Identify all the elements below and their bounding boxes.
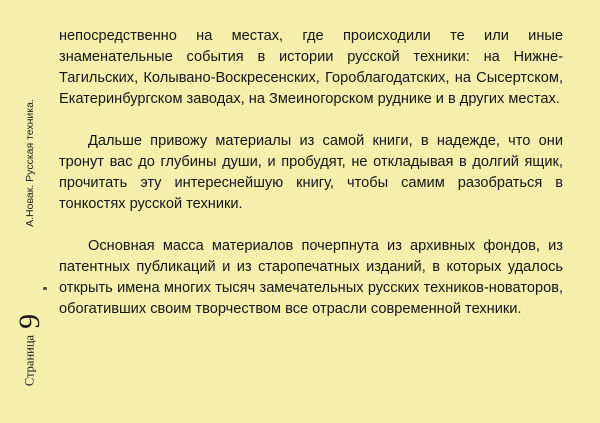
paragraph-2: Дальше привожу материалы из самой книги, в надежде, что они тронут вас до глубины души, и пробудят, не откладывая в долгий ящик, прочитать эту интереснейшую книгу, чтобы самим разобраться в тонкостях русской техники. [59,133,563,212]
body-text [59,26,563,341]
page-footer [10,300,50,400]
paragraph-3: Основная масса материалов почерпнута из архивных фондов, из патентных публикаций и из старопечатных изданий, в которых удалось открыть имена многих тысяч замечательных русских техников-новаторов, обогативших своим творчеством все отрасли современной техники. [59,238,563,317]
scan-speck [43,287,47,290]
page-word: Страница [22,334,37,387]
page-number: 9 [13,313,46,329]
running-header [18,78,42,248]
page-label [13,314,47,386]
running-title: А.Новак. Русская техника. [24,99,36,227]
paragraph-1: непосредственно на местах, где происходили те или иные знаменательные события в истории русской техники: на Нижне-Тагильских, Колывано-Воскресенских, Гороблагодатских, на Сысертском, Екатеринбургском заводах, на Змеиногорском руднике и в других местах. [59,28,563,107]
